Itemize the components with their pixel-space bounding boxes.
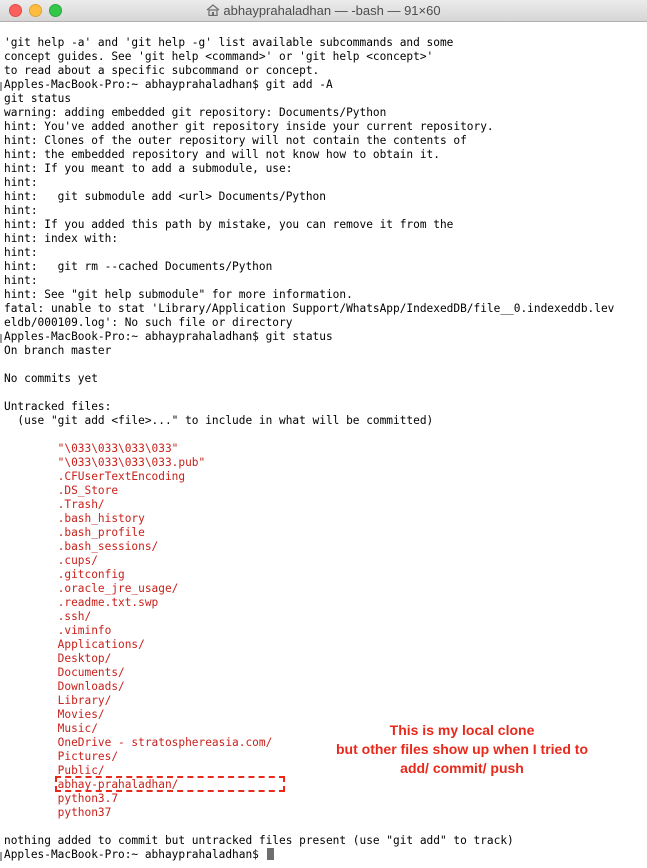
terminal-line-text: .CFUserTextEncoding <box>4 470 186 483</box>
terminal-line-text: Downloads/ <box>4 680 125 693</box>
terminal-line <box>4 316 644 330</box>
terminal-line-text: 'git help -a' and 'git help -g' list available subcommands and some <box>4 36 454 49</box>
terminal-line-text: .Trash/ <box>4 498 105 511</box>
scrollback-marker <box>0 852 2 861</box>
terminal-line <box>4 288 644 302</box>
terminal-line-text: Documents/ <box>4 666 125 679</box>
annotation-line: but other files show up when I tried to <box>336 741 588 757</box>
terminal-line <box>4 568 644 582</box>
terminal-line-text: .oracle_jre_usage/ <box>4 582 179 595</box>
terminal-line <box>4 652 644 666</box>
terminal-line <box>4 540 644 554</box>
terminal-line-text: hint: <box>4 274 38 287</box>
terminal-line <box>4 134 644 148</box>
terminal-line <box>4 428 644 442</box>
terminal-line-text: python37 <box>4 806 112 819</box>
terminal-line-text: On branch master <box>4 344 112 357</box>
terminal-line <box>4 106 644 120</box>
annotation-line: This is my local clone <box>389 722 535 738</box>
terminal-line-text: Movies/ <box>4 708 105 721</box>
terminal-line-text: eldb/000109.log': No such file or directory <box>4 316 293 329</box>
terminal-line <box>4 414 644 428</box>
terminal-line-text: hint: See "git help submodule" for more information. <box>4 288 353 301</box>
terminal-line-text: hint: <box>4 176 38 189</box>
terminal-line-text: nothing added to commit but untracked files present (use "git add" to track) <box>4 834 514 847</box>
terminal-line <box>4 232 644 246</box>
terminal-line <box>4 526 644 540</box>
terminal-line <box>4 92 644 106</box>
terminal-line-text: hint: You've added another git repository inside your current repository. <box>4 120 494 133</box>
terminal-line-text: fatal: unable to stat 'Library/Application Support/WhatsApp/IndexedDB/file__0.indexeddb.lev <box>4 302 615 315</box>
terminal-line-text: Pictures/ <box>4 750 119 763</box>
terminal-line-text: .bash_profile <box>4 526 145 539</box>
terminal-line <box>4 358 644 372</box>
highlight-dashed-box <box>55 776 285 792</box>
terminal-line <box>4 274 644 288</box>
terminal-line-text: abhay-prahaladhan/ <box>4 778 179 791</box>
terminal-line <box>4 442 644 456</box>
terminal-line <box>4 204 644 218</box>
terminal-line-text: No commits yet <box>4 372 98 385</box>
terminal-line-text: python3.7 <box>4 792 119 805</box>
terminal-line <box>4 372 644 386</box>
terminal-line-text: .ssh/ <box>4 610 92 623</box>
terminal-line <box>4 554 644 568</box>
terminal-line <box>4 498 644 512</box>
terminal-line <box>4 834 644 848</box>
terminal-line <box>4 302 644 316</box>
terminal-line-text: .bash_history <box>4 512 145 525</box>
terminal-line <box>4 162 644 176</box>
terminal-line-text: Library/ <box>4 694 112 707</box>
scrollback-marker <box>0 334 2 343</box>
terminal-line-text: .DS_Store <box>4 484 119 497</box>
terminal-line <box>4 582 644 596</box>
terminal-line <box>4 596 644 610</box>
terminal-line <box>4 50 644 64</box>
terminal-line-text: hint: <box>4 204 38 217</box>
terminal-line <box>4 624 644 638</box>
terminal-line <box>4 386 644 400</box>
terminal-line-text: "\033\033\033\033" <box>4 442 179 455</box>
terminal-line <box>4 470 644 484</box>
terminal-line-text: hint: If you added this path by mistake, you can remove it from the <box>4 218 454 231</box>
terminal-line-text: concept guides. See 'git help <command>' or 'git help <concept>' <box>4 50 434 63</box>
terminal-line <box>4 190 644 204</box>
title-bar[interactable] <box>0 0 647 22</box>
terminal-line-text: hint: git submodule add <url> Documents/Python <box>4 190 326 203</box>
terminal-line-text: Apples-MacBook-Pro:~ abhayprahaladhan$ git add -A <box>4 78 333 91</box>
terminal-line <box>4 148 644 162</box>
terminal-line-text: hint: the embedded repository and will not know how to obtain it. <box>4 148 440 161</box>
terminal-line-text: .readme.txt.swp <box>4 596 159 609</box>
terminal-line <box>4 330 644 344</box>
terminal-line-text: .cups/ <box>4 554 98 567</box>
terminal-line-text: .bash_sessions/ <box>4 540 159 553</box>
terminal-line <box>4 246 644 260</box>
terminal-line <box>4 36 644 50</box>
terminal-line-text: hint: <box>4 246 38 259</box>
window-title: abhayprahaladhan — -bash — 91×60 <box>223 3 441 18</box>
terminal-line-text: .gitconfig <box>4 568 125 581</box>
terminal-line <box>4 708 644 722</box>
terminal-line <box>4 120 644 134</box>
terminal-line <box>4 820 644 834</box>
terminal-line-text: hint: Clones of the outer repository will not contain the contents of <box>4 134 467 147</box>
terminal-line <box>4 78 644 92</box>
terminal-line-text: Desktop/ <box>4 652 112 665</box>
terminal-line <box>4 218 644 232</box>
home-icon <box>206 4 220 16</box>
terminal-line <box>4 638 644 652</box>
terminal-line <box>4 344 644 358</box>
terminal-line-text: Public/ <box>4 764 105 777</box>
terminal-line <box>4 456 644 470</box>
terminal-line <box>4 806 644 820</box>
terminal-line-text: .viminfo <box>4 624 112 637</box>
window-title-area <box>0 3 647 18</box>
annotation-note <box>302 721 622 778</box>
annotation-line: add/ commit/ push <box>400 760 524 776</box>
terminal-line-text: warning: adding embedded git repository: Documents/Python <box>4 106 387 119</box>
terminal-line-text: OneDrive - stratosphereasia.com/ <box>4 736 273 749</box>
terminal-prompt-line <box>4 848 644 862</box>
terminal-line-text: Music/ <box>4 722 98 735</box>
terminal-line-text: to read about a specific subcommand or concept. <box>4 64 320 77</box>
terminal-line-text: hint: git rm --cached Documents/Python <box>4 260 273 273</box>
terminal-line-text: Apples-MacBook-Pro:~ abhayprahaladhan$ git status <box>4 330 333 343</box>
terminal-line <box>4 666 644 680</box>
terminal-line <box>4 680 644 694</box>
terminal-line <box>4 792 644 806</box>
terminal-line-text: hint: index with: <box>4 232 119 245</box>
terminal-line-text: Apples-MacBook-Pro:~ abhayprahaladhan$ <box>4 848 266 861</box>
terminal-line <box>4 64 644 78</box>
terminal-line <box>4 176 644 190</box>
terminal-line <box>4 260 644 274</box>
text-cursor <box>267 848 274 860</box>
terminal-line-text: (use "git add <file>..." to include in what will be committed) <box>4 414 434 427</box>
terminal-line <box>4 610 644 624</box>
terminal-line-text: git status <box>4 92 72 105</box>
terminal-line-text: hint: If you meant to add a submodule, use: <box>4 162 293 175</box>
terminal-line <box>4 694 644 708</box>
terminal-line <box>4 484 644 498</box>
terminal-line-text: Untracked files: <box>4 400 112 413</box>
terminal-line-text: Applications/ <box>4 638 145 651</box>
terminal-line <box>4 512 644 526</box>
scrollback-marker <box>0 82 2 91</box>
terminal-line <box>4 400 644 414</box>
terminal-line-text: "\033\033\033\033.pub" <box>4 456 206 469</box>
